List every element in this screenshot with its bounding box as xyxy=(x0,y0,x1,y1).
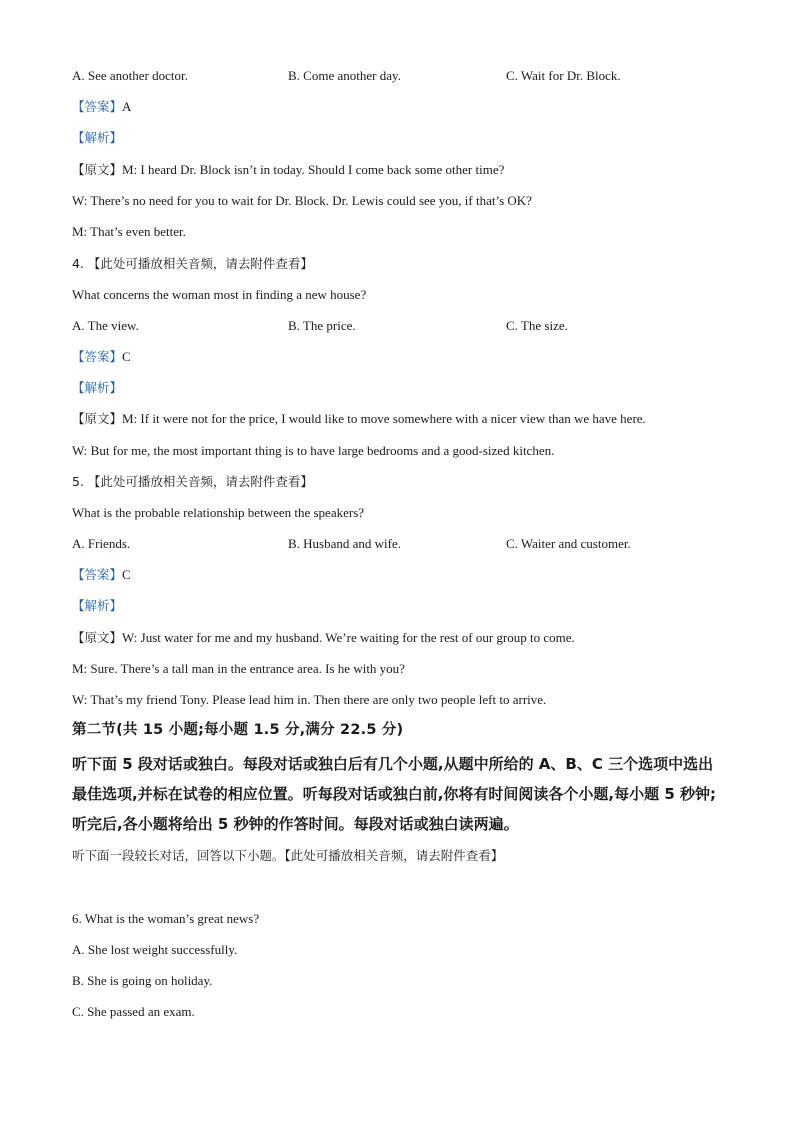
q4-answer xyxy=(72,349,131,365)
q3-analysis xyxy=(72,130,122,146)
q4-analysis xyxy=(72,380,122,396)
analysis-label: 【解析】 xyxy=(72,598,123,613)
q3-option-a: A. See another doctor. xyxy=(72,68,188,83)
section2-lead: 听下面一段较长对话，回答以下小题。【此处可播放相关音频，请去附件查看】 xyxy=(72,848,504,863)
answer-value: C xyxy=(122,567,131,582)
q4-option-b: B. The price. xyxy=(288,318,356,333)
script-label: 【原文】 xyxy=(72,630,123,645)
answer-value: C xyxy=(122,349,131,364)
script-text: M: I heard Dr. Block isn’t in today. Should I come back some other time? xyxy=(122,162,505,177)
q5-question: What is the probable relationship between the speakers? xyxy=(72,505,365,520)
section2-instructions: 听下面 5 段对话或独白。每段对话或独白后有几个小题,从题中所给的 A、B、C 三个选项中选出最佳选项,并标在试卷的相应位置。听每段对话或独白前,你将有时间阅读各个小题,每小题 5 秒钟;听完后,各小题将给出 5 秒钟的作答时间。每段对话或独白读两遍。 xyxy=(72,755,716,833)
q3-script-line-1 xyxy=(72,162,504,178)
q5-answer xyxy=(72,567,131,583)
q6-option-a: A. She lost weight successfully. xyxy=(72,942,238,957)
q5-script-line-1 xyxy=(72,630,575,646)
answer-value: A xyxy=(122,99,132,114)
q5-option-b: B. Husband and wife. xyxy=(288,536,402,551)
q6-question: 6. What is the woman’s great news? xyxy=(72,911,260,926)
q4-script-line-2: W: But for me, the most important thing is to have large bedrooms and a good-sized kitchen. xyxy=(72,443,555,458)
script-label: 【原文】 xyxy=(72,162,123,177)
q6-option-b: B. She is going on holiday. xyxy=(72,973,213,988)
q3-script-line-2: W: There’s no need for you to wait for Dr. Block. Dr. Lewis could see you, if that’s OK? xyxy=(72,193,532,208)
section2-title: 第二节(共 15 小题;每小题 1.5 分,满分 22.5 分) xyxy=(72,722,404,738)
q3-option-b: B. Come another day. xyxy=(288,68,401,83)
q4-option-c: C. The size. xyxy=(506,318,568,333)
q4-header: 4. 【此处可播放相关音频，请去附件查看】 xyxy=(72,256,313,271)
q4-script-line-1 xyxy=(72,411,646,427)
script-text: M: If it were not for the price, I would like to move somewhere with a nicer view than we have here. xyxy=(122,411,646,426)
answer-label: 【答案】 xyxy=(72,567,123,582)
analysis-label: 【解析】 xyxy=(72,130,123,145)
answer-label: 【答案】 xyxy=(72,349,123,364)
script-text: W: Just water for me and my husband. We’re waiting for the rest of our group to come. xyxy=(122,630,575,645)
q3-script-line-3: M: That’s even better. xyxy=(72,224,186,239)
q5-header: 5. 【此处可播放相关音频，请去附件查看】 xyxy=(72,474,313,489)
q5-option-a: A. Friends. xyxy=(72,536,131,551)
q3-answer xyxy=(72,99,131,115)
q4-question: What concerns the woman most in finding a new house? xyxy=(72,287,367,302)
answer-label: 【答案】 xyxy=(72,99,123,114)
q5-script-line-3: W: That’s my friend Tony. Please lead him in. Then there are only two people left to arrive. xyxy=(72,692,547,707)
q4-option-a: A. The view. xyxy=(72,318,139,333)
q5-analysis xyxy=(72,598,122,614)
q5-script-line-2: M: Sure. There’s a tall man in the entrance area. Is he with you? xyxy=(72,661,405,676)
script-label: 【原文】 xyxy=(72,411,123,426)
q5-option-c: C. Waiter and customer. xyxy=(506,536,631,551)
q3-option-c: C. Wait for Dr. Block. xyxy=(506,68,621,83)
q6-option-c: C. She passed an exam. xyxy=(72,1004,195,1019)
analysis-label: 【解析】 xyxy=(72,380,123,395)
